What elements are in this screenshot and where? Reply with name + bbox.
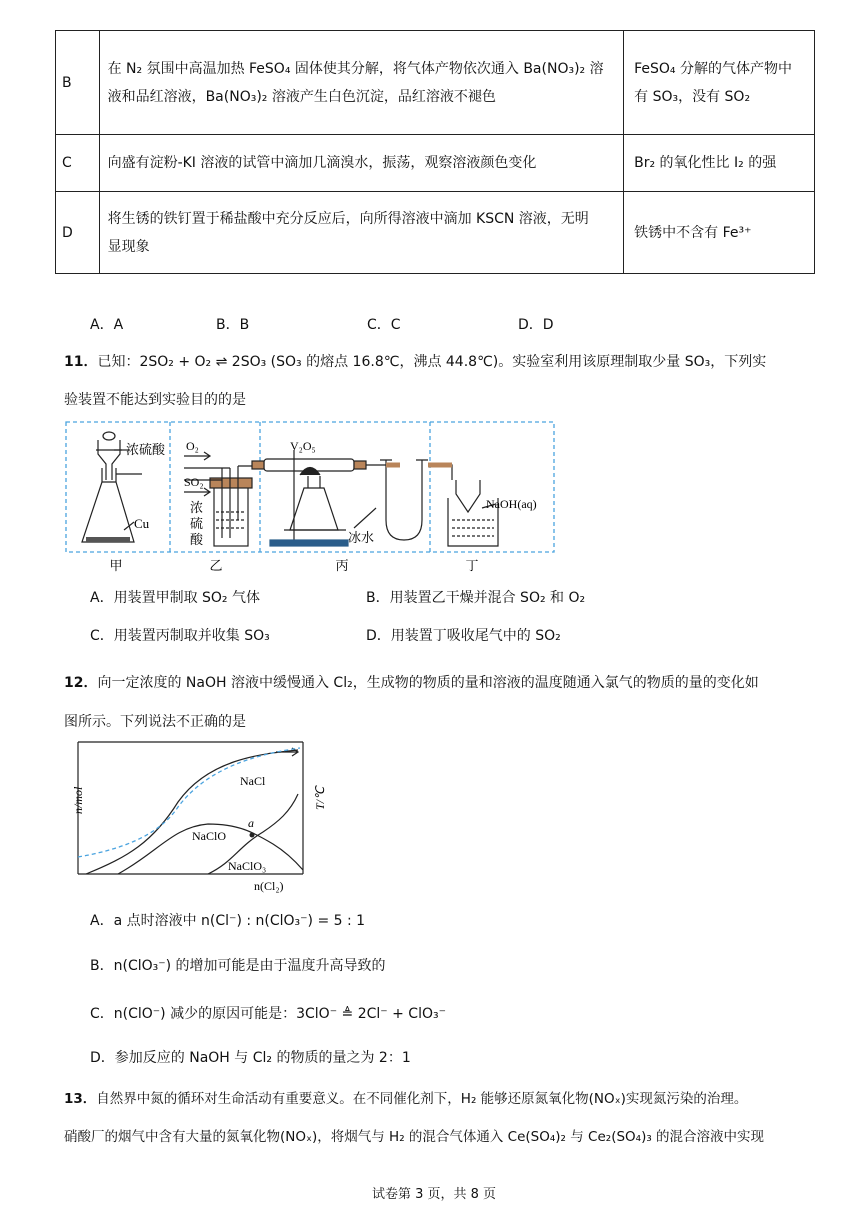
graph-ylabel: n/mol	[71, 786, 85, 814]
label-conc-acid-1: 浓	[190, 501, 204, 516]
label-cu: Cu	[134, 516, 150, 531]
option-a: A．a 点时溶液中 n(Cl⁻) : n(ClO₃⁻) = 5 : 1	[90, 913, 366, 929]
apparatus-figure	[64, 420, 559, 575]
row-text: 在 N₂ 氛围中高温加热 FeSO₄ 固体使其分解，将气体产物依次通入 Ba(NO₃)₂ 溶	[107, 60, 604, 77]
question-12-stem-cont: 图所示。下列说法不正确的是	[64, 714, 246, 730]
question-11-stem	[64, 351, 766, 371]
table-row	[56, 192, 815, 274]
question-11-stem-cont: 验装置不能达到实验目的的是	[64, 392, 246, 408]
option-a: A．A	[90, 317, 124, 333]
question-number: 12．	[64, 675, 98, 691]
question-text: 向一定浓度的 NaOH 溶液中缓慢通入 Cl₂，生成物的物质的量和溶液的温度随通入氯气的物质的量的变化如	[97, 675, 759, 691]
label-bing: 丙	[335, 559, 349, 574]
label-ding: 丁	[465, 559, 479, 574]
graph-label-naclo3: NaClO₃	[228, 859, 267, 873]
row-conclusion: 铁锈中不含有 Fe³⁺	[624, 192, 815, 274]
row-text: 向盛有淀粉-KI 溶液的试管中滴加几滴溴水，振荡，观察溶液颜色变化	[99, 135, 624, 192]
page-footer: 试卷第 3 页，共 8 页	[371, 1187, 497, 1202]
label-o2: O₂	[186, 439, 199, 453]
label-conc-acid: 浓硫酸	[126, 443, 166, 458]
row-text: 将生锈的铁钉置于稀盐酸中充分反应后，向所得溶液中滴加 KSCN 溶液，无明	[107, 210, 589, 227]
table-row	[56, 31, 815, 135]
option-d: D．D	[518, 317, 554, 333]
q12-graph	[58, 732, 348, 894]
option-c: C．n(ClO⁻) 减少的原因可能是：3ClO⁻ ≜ 2Cl⁻ + ClO₃⁻	[90, 1006, 446, 1022]
graph-y2label: T/℃	[313, 786, 327, 810]
option-b: B．n(ClO₃⁻) 的增加可能是由于温度升高导致的	[90, 958, 386, 974]
row-key: C	[56, 135, 100, 192]
question-10-table	[55, 30, 815, 274]
question-13-stem-cont: 硝酸厂的烟气中含有大量的氮氧化物(NOₓ)，将烟气与 H₂ 的混合气体通入 Ce(SO₄)₂ 与 Ce₂(SO₄)₃ 的混合溶液中实现	[64, 1129, 765, 1145]
label-conc-acid-2: 硫	[190, 517, 204, 532]
graph-xlabel: n(Cl₂)	[254, 879, 284, 893]
row-text: 液和品红溶液，Ba(NO₃)₂ 溶液产生白色沉淀，品红溶液不褪色	[107, 88, 496, 105]
question-number: 11．	[64, 354, 98, 370]
label-naoh: NaOH(aq)	[486, 497, 537, 511]
graph-label-nacl: NaCl	[240, 774, 266, 788]
option-a: A．用装置甲制取 SO₂ 气体	[90, 590, 260, 606]
option-d: D．参加反应的 NaOH 与 Cl₂ 的物质的量之为 2：1	[90, 1050, 411, 1066]
label-conc-acid-3: 酸	[190, 533, 204, 548]
table-row	[56, 135, 815, 192]
row-key: B	[56, 31, 100, 135]
label-v2o5: V₂O₅	[290, 439, 316, 453]
question-text: 自然界中氮的循环对生命活动有重要意义。在不同催化剂下，H₂ 能够还原氮氧化物(NOₓ)实现氮污染的治理。	[96, 1091, 748, 1107]
row-text: 显现象	[107, 238, 150, 255]
label-ice-water: 冰水	[348, 531, 375, 546]
question-13-stem	[64, 1087, 747, 1107]
option-b: B．B	[216, 317, 250, 333]
option-c: C．用装置丙制取并收集 SO₃	[90, 628, 270, 644]
graph-point-a: a	[248, 816, 254, 830]
label-yi: 乙	[209, 559, 223, 574]
row-key: D	[56, 192, 100, 274]
question-number: 13．	[64, 1091, 97, 1107]
question-12-stem	[64, 672, 759, 692]
row-conclusion: 有 SO₃，没有 SO₂	[634, 88, 751, 105]
row-conclusion: Br₂ 的氧化性比 I₂ 的强	[624, 135, 815, 192]
label-jia: 甲	[109, 559, 123, 574]
option-c: C．C	[367, 317, 401, 333]
label-so2: SO₂	[184, 475, 204, 489]
option-d: D．用装置丁吸收尾气中的 SO₂	[366, 628, 561, 644]
question-text: 已知：2SO₂ + O₂ ⇌ 2SO₃ (SO₃ 的熔点 16.8℃，沸点 44.8℃)。实验室利用该原理制取少量 SO₃，下列实	[97, 354, 767, 370]
graph-label-naclo: NaClO	[192, 829, 226, 843]
row-conclusion: FeSO₄ 分解的气体产物中	[634, 60, 792, 77]
option-b: B．用装置乙干燥并混合 SO₂ 和 O₂	[366, 590, 586, 606]
